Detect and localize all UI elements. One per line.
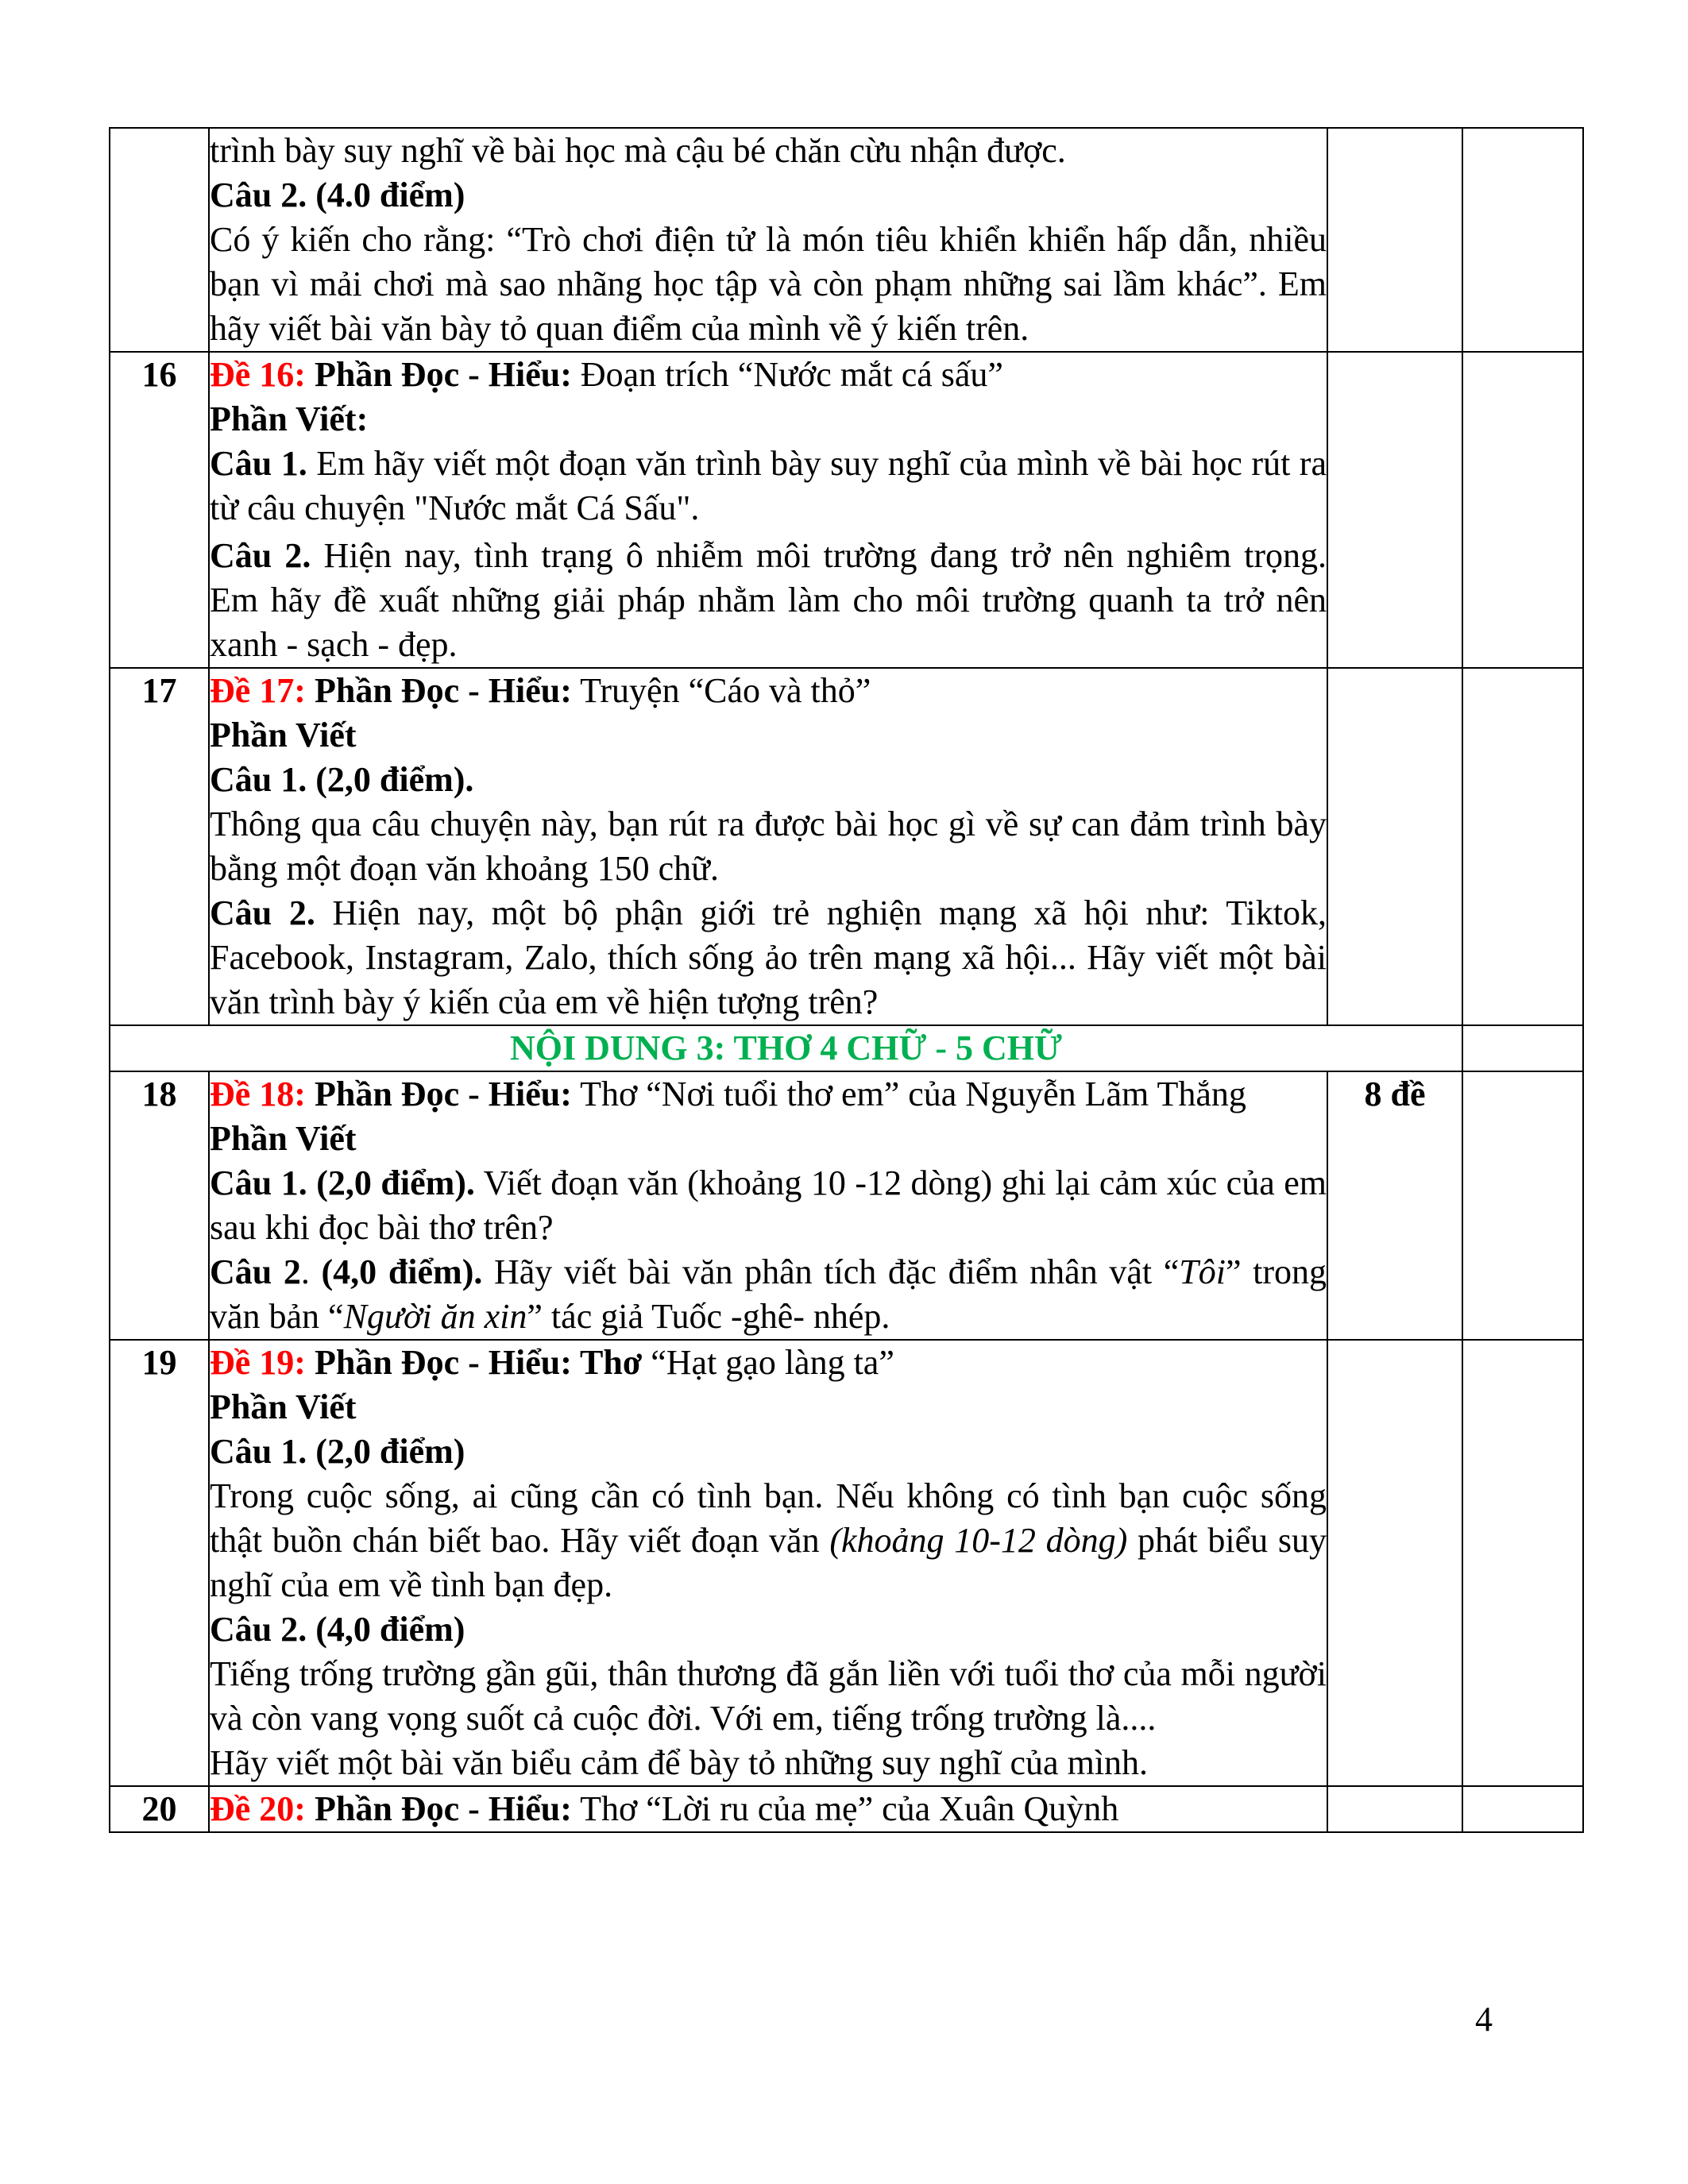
de-label: Đề 20:	[210, 1789, 306, 1828]
question-points: (4,0 điểm).	[321, 1252, 483, 1291]
writing-heading: Phần Viết	[210, 1119, 357, 1158]
reading-heading	[210, 353, 1327, 397]
row-content	[209, 1071, 1327, 1340]
question-text: Hiện nay, tình trạng ô nhiễm môi trường đang trở nên nghiêm trọng. Em hãy đề xuất những giải pháp nhằm làm cho môi trường quanh ta trở nên xanh - sạch - đẹp.	[210, 536, 1327, 664]
question-text: ” tác giả Tuốc -ghê- nhép.	[527, 1297, 890, 1336]
question-label: Câu 2.	[210, 536, 311, 575]
empty-cell	[1462, 1340, 1583, 1786]
doc-hieu-label: Phần Đọc - Hiểu:	[314, 1075, 572, 1113]
question-label: Câu 2. (4.0 điểm)	[210, 176, 465, 214]
question-1	[210, 1161, 1327, 1250]
question-1	[210, 442, 1327, 531]
table-row-18	[110, 1071, 1583, 1340]
question-italic: (khoảng 10-12 dòng)	[829, 1521, 1128, 1560]
row-content	[209, 128, 1327, 352]
question-label: Câu 1.	[210, 444, 307, 483]
table-row-20	[110, 1786, 1583, 1832]
doc-hieu-label: Phần Đọc - Hiểu:	[314, 671, 572, 710]
page-number: 4	[1475, 2000, 1493, 2039]
content-line: trình bày suy nghĩ về bài học mà cậu bé chăn cừu nhận được.	[210, 131, 1066, 170]
question-text-part: Trong cuộc sống, ai cũng cần có tình bạn. Nếu không có tình bạn cuộc sống thật buồn chán biết bao. Hãy viết đoạn văn	[210, 1476, 1327, 1560]
doc-hieu-text: Truyện “Cáo và thỏ”	[580, 671, 871, 710]
count-cell	[1327, 668, 1462, 1025]
count-cell	[1327, 352, 1462, 668]
question-dot: .	[300, 1252, 310, 1291]
row-content	[209, 668, 1327, 1025]
question-label: Câu 2	[210, 1252, 301, 1291]
empty-cell	[1462, 1786, 1583, 1832]
doc-hieu-text: Thơ “Lời ru của mẹ” của Xuân Quỳnh	[580, 1789, 1119, 1828]
row-content	[209, 1340, 1327, 1786]
writing-heading: Phần Viết	[210, 716, 357, 754]
row-number: 17	[110, 668, 209, 1025]
count-cell	[1327, 128, 1462, 352]
question-text-part: phát biểu suy nghĩ của em về tình bạn đẹp.	[210, 1521, 1327, 1604]
question-label: Câu 2.	[210, 893, 315, 932]
doc-hieu-label: Phần Đọc - Hiểu: Thơ	[314, 1343, 643, 1382]
question-text: Hãy viết một bài văn biểu cảm để bày tỏ những suy nghĩ của mình.	[210, 1743, 1149, 1782]
question-text: ” trong văn bản “	[210, 1252, 1327, 1336]
empty-cell	[1462, 128, 1583, 352]
count-cell	[1327, 1786, 1462, 1832]
count-cell	[1327, 1340, 1462, 1786]
row-number-cell	[110, 128, 209, 352]
table-row-19	[110, 1340, 1583, 1786]
doc-hieu-label: Phần Đọc - Hiểu:	[314, 1789, 572, 1828]
question-text: Em hãy viết một đoạn văn trình bày suy nghĩ của mình về bài học rút ra từ câu chuyện "Nước mắt Cá Sấu".	[210, 444, 1327, 527]
empty-cell	[1462, 668, 1583, 1025]
writing-heading: Phần Viết	[210, 1387, 357, 1426]
question-label: Câu 2. (4,0 điểm)	[210, 1610, 465, 1649]
question-label: Câu 1. (2,0 điểm).	[210, 1163, 475, 1202]
question-text: Tiếng trống trường gần gũi, thân thương đã gắn liền với tuổi thơ của mỗi người và còn vang vọng suốt cả cuộc đời. Với em, tiếng trống trường là....	[210, 1654, 1327, 1738]
doc-hieu-label: Phần Đọc - Hiểu:	[314, 355, 572, 394]
section-title: NỘI DUNG 3: THƠ 4 CHỮ - 5 CHỮ	[110, 1025, 1462, 1071]
question-label: Câu 1. (2,0 điểm)	[210, 1432, 465, 1471]
doc-hieu-text: Thơ “Nơi tuổi thơ em” của Nguyễn Lãm Thắng	[580, 1075, 1246, 1113]
empty-cell	[1462, 1025, 1583, 1071]
table-row-16	[110, 352, 1583, 668]
reading-heading	[210, 1341, 1327, 1385]
de-label: Đề 16:	[210, 355, 306, 394]
de-label: Đề 17:	[210, 671, 306, 710]
reading-heading	[210, 1072, 1327, 1117]
reading-heading	[210, 669, 1327, 713]
character-name: Tôi	[1179, 1252, 1226, 1291]
empty-cell	[1462, 352, 1583, 668]
question-text: Có ý kiến cho rằng: “Trò chơi điện tử là món tiêu khiển khiển hấp dẫn, nhiều bạn vì mải chơi mà sao nhãng học tập và còn phạm những sai lầm khác”. Em hãy viết bài văn bày tỏ quan điểm của mình về ý kiến trên.	[210, 220, 1327, 348]
question-text	[210, 1474, 1327, 1607]
question-2	[210, 534, 1327, 667]
question-2	[210, 1250, 1327, 1339]
content-table	[109, 127, 1584, 1833]
question-label: Câu 1. (2,0 điểm).	[210, 760, 474, 799]
reading-heading	[210, 1787, 1327, 1831]
row-number: 16	[110, 352, 209, 668]
empty-cell	[1462, 1071, 1583, 1340]
row-content	[209, 1786, 1327, 1832]
row-number: 19	[110, 1340, 209, 1786]
table-row-17	[110, 668, 1583, 1025]
question-text: Hãy viết bài văn phân tích đặc điểm nhân vật “	[494, 1252, 1180, 1291]
de-label: Đề 19:	[210, 1343, 306, 1382]
work-title: Người ăn xin	[343, 1297, 527, 1336]
row-number: 20	[110, 1786, 209, 1832]
count-cell: 8 đề	[1327, 1071, 1462, 1340]
question-text: Hiện nay, một bộ phận giới trẻ nghiện mạng xã hội như: Tiktok, Facebook, Instagram, Zalo, thích sống ảo trên mạng xã hội... Hãy viết một bài văn trình bày ý kiến của em về hiện tượng trên?	[210, 893, 1327, 1021]
question-text: Viết đoạn văn (khoảng 10 -12 dòng) ghi lại cảm xúc của em sau khi đọc bài thơ trên?	[210, 1163, 1327, 1247]
table-row-15-cont	[110, 128, 1583, 352]
section-row	[110, 1025, 1583, 1071]
question-2	[210, 891, 1327, 1024]
row-number: 18	[110, 1071, 209, 1340]
doc-hieu-text: Đoạn trích “Nước mắt cá sấu”	[580, 355, 1003, 394]
de-label: Đề 18:	[210, 1075, 306, 1113]
writing-heading: Phần Viết:	[210, 399, 369, 438]
doc-hieu-text: “Hạt gạo làng ta”	[651, 1343, 894, 1382]
row-content	[209, 352, 1327, 668]
question-text: Thông qua câu chuyện này, bạn rút ra được bài học gì về sự can đảm trình bày bằng một đoạn văn khoảng 150 chữ.	[210, 805, 1327, 888]
